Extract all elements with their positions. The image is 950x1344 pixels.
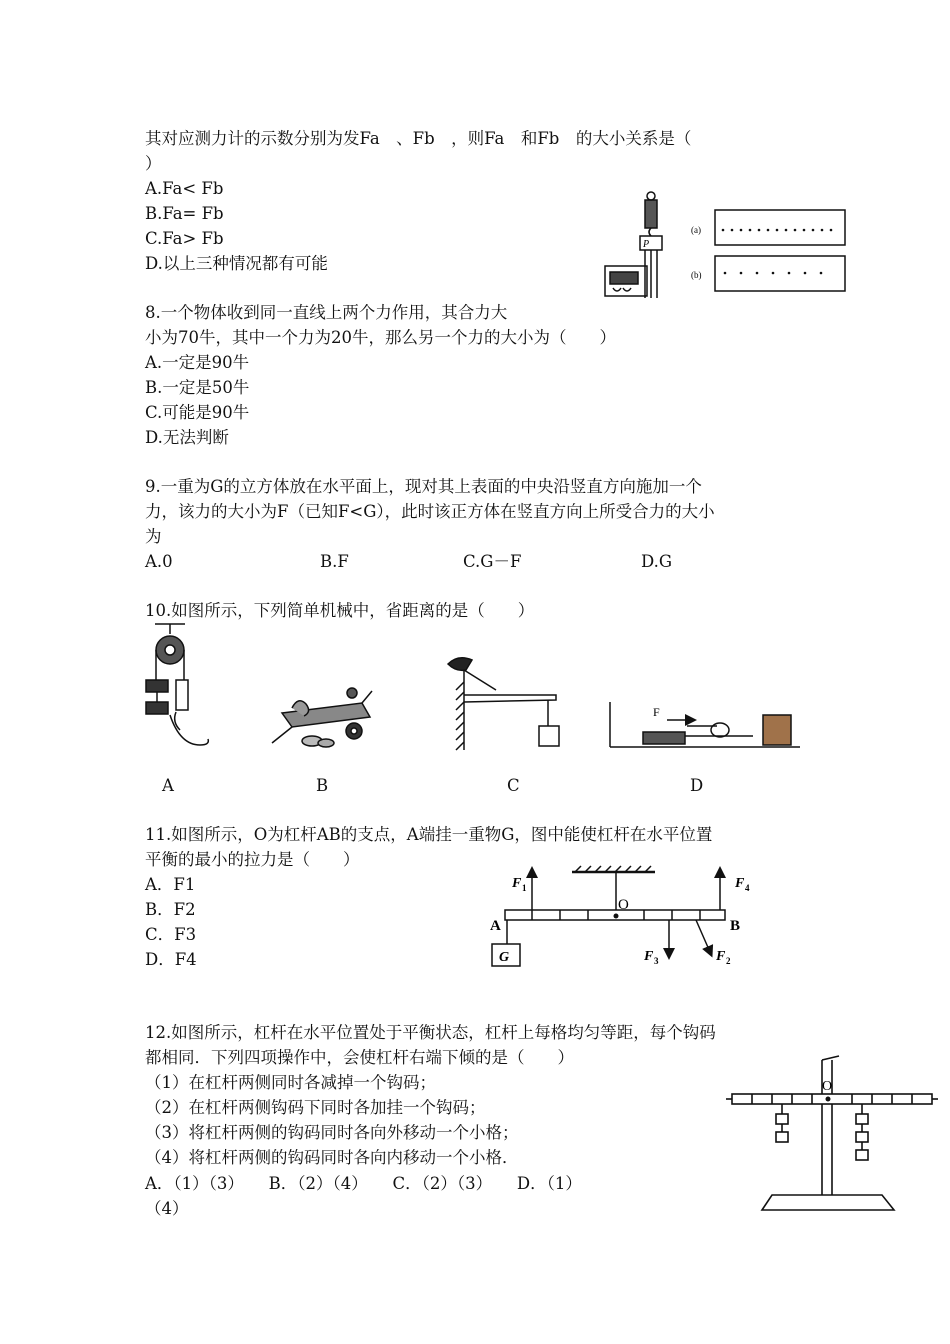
q7-option-d: D.以上三种情况都有可能 (145, 254, 328, 273)
q12-stem-line1: 12.如图所示，杠杆在水平位置处于平衡状态，杠杆上每格均匀等距，每个钩码 (145, 1023, 716, 1042)
weight-right-1 (856, 1114, 868, 1124)
spring-scale-top (645, 200, 657, 228)
q8-option-b: B.一定是50牛 (145, 378, 250, 397)
weight-right-3 (856, 1150, 868, 1160)
fig-label-b: (b) (691, 270, 702, 280)
q7-stem-line2: ） (145, 154, 162, 173)
q10-figure-c-crane (436, 650, 566, 752)
weight-left-1 (776, 1114, 788, 1124)
q12-options: A．（1）（3） B．（2）（4） C．（2）（3） D．（1） (145, 1174, 582, 1193)
q12-item-1: （1）在杠杆两侧同时各减掉一个钩码； (145, 1073, 436, 1092)
fig-label-p: P (643, 239, 650, 250)
q8-option-a: A.一定是90牛 (145, 353, 250, 372)
q11-option-d: D．F4 (145, 950, 197, 969)
q10-label-c: C (507, 776, 520, 795)
q10-figure-b-wheelbarrow (262, 683, 382, 753)
lever-label-b: B (730, 918, 741, 934)
q9-option-b: B.F (320, 552, 349, 571)
force-label-f3-sub: 3 (654, 956, 659, 966)
force-label-f2-sub: 2 (726, 956, 731, 966)
force-label-f1: F (512, 876, 522, 891)
weight-left-2 (776, 1132, 788, 1142)
tape-strip-b (715, 256, 845, 291)
q7-option-a: A.Fa< Fb (145, 179, 224, 198)
q12-options-wrap: （4） (145, 1199, 189, 1218)
weight-label-g: G (499, 950, 510, 965)
q8-option-d: D.无法判断 (145, 428, 229, 447)
force-label-f3: F (644, 949, 654, 964)
q12-item-4: （4）将杠杆两侧的钩码同时各向内移动一个小格． (145, 1148, 519, 1167)
q11-stem-line2: 平衡的最小的拉力是（ ） (145, 850, 360, 869)
q11-option-a: A．F1 (145, 875, 196, 894)
q7-figure (595, 188, 850, 303)
q10-figure-a-pulley (140, 620, 215, 752)
q12-lever-stand-figure (722, 1050, 940, 1215)
q10-label-d: D (690, 776, 704, 795)
q9-option-d: D.G (641, 552, 673, 571)
q9-stem-line3: 为 (145, 527, 162, 546)
q12-item-2: （2）在杠杆两侧钩码下同时各加挂一个钩码； (145, 1098, 486, 1117)
q10-label-a: A (162, 776, 174, 795)
q11-option-c: C．F3 (145, 925, 197, 944)
tape-strip-a (715, 210, 845, 245)
q12-item-3: （3）将杠杆两侧的钩码同时各向外移动一个小格； (145, 1123, 519, 1142)
q10-figure-d-force-label: F (653, 705, 660, 719)
q11-stem-line1: 11.如图所示，O为杠杆AB的支点，A端挂一重物G，图中能使杠杆在水平位置 (145, 825, 713, 844)
q9-stem-line1: 9.一重为G的立方体放在水平面上，现对其上表面的中央沿竖直方向施加一个 (145, 477, 702, 496)
lever-2-label-o: O (822, 1079, 833, 1094)
q12-stem-line2: 都相同．下列四项操作中，会使杠杆右端下倾的是（ ） (145, 1048, 574, 1067)
q8-stem-line2: 小为70牛，其中一个力为20牛，那么另一个力的大小为（ ） (145, 328, 616, 347)
q7-option-b: B.Fa= Fb (145, 204, 224, 223)
q8-option-c: C.可能是90牛 (145, 403, 250, 422)
q10-stem: 10.如图所示，下列简单机械中，省距离的是（ ） (145, 601, 535, 620)
q8-stem-line1: 8.一个物体收到同一直线上两个力作用，其合力大 (145, 303, 508, 322)
q7-stem-line1: 其对应测力计的示数分别为发Fa 、Fb ，则Fa 和Fb 的大小关系是（ (145, 129, 692, 148)
lever-bar-2 (732, 1094, 932, 1104)
q11-lever-figure (480, 862, 770, 977)
force-label-f4-sub: 4 (745, 883, 750, 893)
force-label-f4: F (735, 876, 745, 891)
force-label-f1-sub: 1 (522, 883, 527, 893)
lever-label-a: A (490, 918, 501, 934)
q7-option-c: C.Fa> Fb (145, 229, 224, 248)
lever-label-o: O (618, 897, 629, 913)
q9-option-c: C.G－F (463, 552, 522, 571)
force-label-f2: F (716, 949, 726, 964)
weight-right-2 (856, 1132, 868, 1142)
q10-label-b: B (316, 776, 329, 795)
q11-option-b: B．F2 (145, 900, 196, 919)
q9-stem-line2: 力，该力的大小为F（已知F<G），此时该正方体在竖直方向上所受合力的大小 (145, 502, 715, 521)
q9-option-a: A.0 (145, 552, 173, 571)
fig-label-a: (a) (691, 225, 701, 235)
q10-figure-d-pulley-pull (605, 700, 803, 752)
